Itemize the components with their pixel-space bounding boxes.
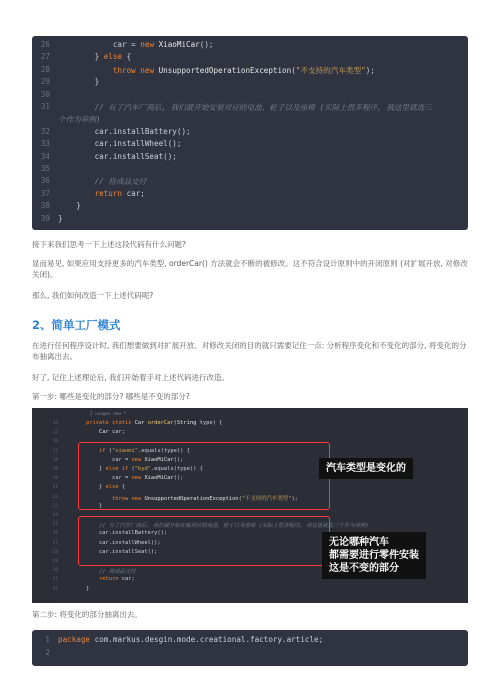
code-line: // 有了汽车厂商后, 我们就开始安装对应的电池、轮子以及座椅 (实际上很多程序, 我这里就选三 bbox=[94, 103, 432, 112]
section-heading: 2、简单工厂模式 bbox=[32, 318, 121, 332]
code-line: } bbox=[58, 213, 63, 223]
code-block-1 bbox=[32, 36, 468, 230]
screenshot-code-line: car.installBattery(); bbox=[86, 530, 168, 537]
screenshot-line-number: 29 bbox=[52, 559, 58, 564]
line-number: 27 bbox=[40, 52, 50, 62]
code-line: car = new XiaoMiCar(); bbox=[58, 40, 214, 49]
line-number: 37 bbox=[40, 188, 50, 198]
invariant-part-label: 无论哪种汽车 都需要进行零件安装 这是不变的部分 bbox=[322, 532, 426, 579]
code-line: // 将成品交付 bbox=[94, 177, 147, 187]
paragraph-start: 好了, 记住上述理论后, 我们开始着手对上述代码进行改造。 bbox=[32, 373, 230, 382]
screenshot-line-number: 14 bbox=[52, 421, 58, 426]
usages-hint: 2 usages new * bbox=[90, 412, 127, 417]
screenshot-line-number: 17 bbox=[52, 448, 58, 454]
screenshot-line-number: 24 bbox=[52, 513, 58, 518]
line-number: 32 bbox=[40, 126, 50, 136]
ide-screenshot bbox=[32, 408, 468, 603]
line-number: 34 bbox=[40, 151, 50, 161]
screenshot-line-number: 22 bbox=[52, 494, 58, 500]
code-line: car.installBattery(); bbox=[58, 126, 191, 136]
screenshot-line-number: 15 bbox=[52, 430, 58, 436]
screenshot-line-number: 25 bbox=[52, 522, 58, 528]
screenshot-line-number: 19 bbox=[52, 467, 58, 472]
line-number: 33 bbox=[40, 139, 50, 149]
paragraph-step1: 第一步: 哪些是变化的部分? 哪些是不变的部分? bbox=[32, 392, 190, 401]
screenshot-code-line: // 将成品交付 bbox=[98, 569, 136, 576]
paragraph-how: 那么, 我们如何改造一下上述代码呢? bbox=[32, 291, 154, 300]
screenshot-code-line: Car car; bbox=[98, 429, 125, 436]
screenshot-line-number: 18 bbox=[52, 457, 58, 463]
screenshot-code-line: return car; bbox=[98, 576, 135, 583]
code-line: } else { bbox=[58, 52, 132, 62]
line-number: 1 bbox=[45, 635, 50, 644]
code-line: car.installSeat(); bbox=[58, 151, 177, 161]
code-block-2 bbox=[32, 630, 468, 666]
screenshot-code-line: // 有了汽车厂商后, 我们就开始安装对应的电池、轮子以及座椅 (实际上很多程序, 我这里就选三个作为举例) bbox=[98, 523, 369, 530]
screenshot-code-line: } else { bbox=[86, 484, 125, 491]
paragraph-principle: 在进行任何程序设计时, 我们想要做到对扩展开放、对修改关闭的目的就只需要记住一点: 分析程序变化和不变化的部分, 将变化的分布抽离出去。 bbox=[32, 341, 467, 361]
screenshot-code-line: car = new XiaoMiCar(); bbox=[86, 475, 184, 482]
screenshot-line-number: 27 bbox=[52, 540, 58, 546]
code-line: } bbox=[58, 77, 100, 87]
line-number: 28 bbox=[40, 64, 50, 74]
screenshot-line-number: 31 bbox=[52, 577, 58, 583]
screenshot-code-line: if ("xiaomi".equals(type)) { bbox=[98, 447, 190, 454]
paragraph-problem: 显而易见, 如果应用支持更多的汽车类型, orderCar() 方法就会不断的被修改。这不符合设计原则中的开闭原则 (对扩展开放, 对修改关闭)。 bbox=[32, 259, 468, 279]
screenshot-line-number: 16 bbox=[52, 439, 58, 445]
line-number: 26 bbox=[40, 40, 50, 49]
variable-part-label: 汽车类型是变化的 bbox=[319, 458, 413, 479]
line-number: 36 bbox=[40, 176, 50, 186]
screenshot-code-line: throw new UnsupportedOperationException("不支持的汽车类型"); bbox=[111, 495, 298, 502]
line-number: 29 bbox=[40, 77, 50, 87]
line-number: 30 bbox=[40, 89, 50, 99]
line-number: 38 bbox=[40, 201, 50, 211]
screenshot-line-number: 32 bbox=[52, 586, 58, 592]
screenshot-code-line: } bbox=[86, 502, 103, 509]
screenshot-code-line: } else if ("byd".equals(type)) { bbox=[86, 466, 203, 472]
code-line: car.installWheel(); bbox=[58, 139, 182, 149]
screenshot-code-line: car = new XiaoMiCar(); bbox=[86, 456, 184, 463]
paragraph-step2: 第二步: 将变化的部分抽离出去。 bbox=[32, 610, 142, 619]
line-number: 2 bbox=[45, 648, 50, 657]
line-number: 31 bbox=[40, 102, 50, 111]
screenshot-line-number: 26 bbox=[52, 531, 58, 537]
code-line: package com.markus.desgin.mode.creational.factory.article; bbox=[58, 635, 324, 644]
screenshot-line-number: 23 bbox=[52, 503, 58, 509]
screenshot-code-line: } bbox=[86, 585, 90, 592]
screenshot-line-number: 30 bbox=[52, 568, 58, 574]
line-number: 39 bbox=[40, 213, 50, 223]
code-line: return car; bbox=[94, 188, 145, 198]
line-number: 35 bbox=[40, 164, 50, 173]
screenshot-code-line: car.installWheel(); bbox=[86, 539, 161, 546]
screenshot-line-number: 21 bbox=[52, 485, 58, 491]
screenshot-line-number: 20 bbox=[52, 476, 58, 482]
code-line: 个作为举例) bbox=[58, 115, 101, 125]
paragraph-question: 接下来我们思考一下上述这段代码有什么问题? bbox=[32, 240, 186, 249]
code-line: } bbox=[58, 201, 81, 211]
code-line: throw new UnsupportedOperationException("不支持的汽车类型"); bbox=[112, 65, 375, 75]
screenshot-line-number: 28 bbox=[52, 549, 58, 555]
screenshot-code-line: private static Car orderCar(String type) { bbox=[86, 420, 223, 426]
screenshot-code-line: car.installSeat(); bbox=[86, 548, 158, 555]
